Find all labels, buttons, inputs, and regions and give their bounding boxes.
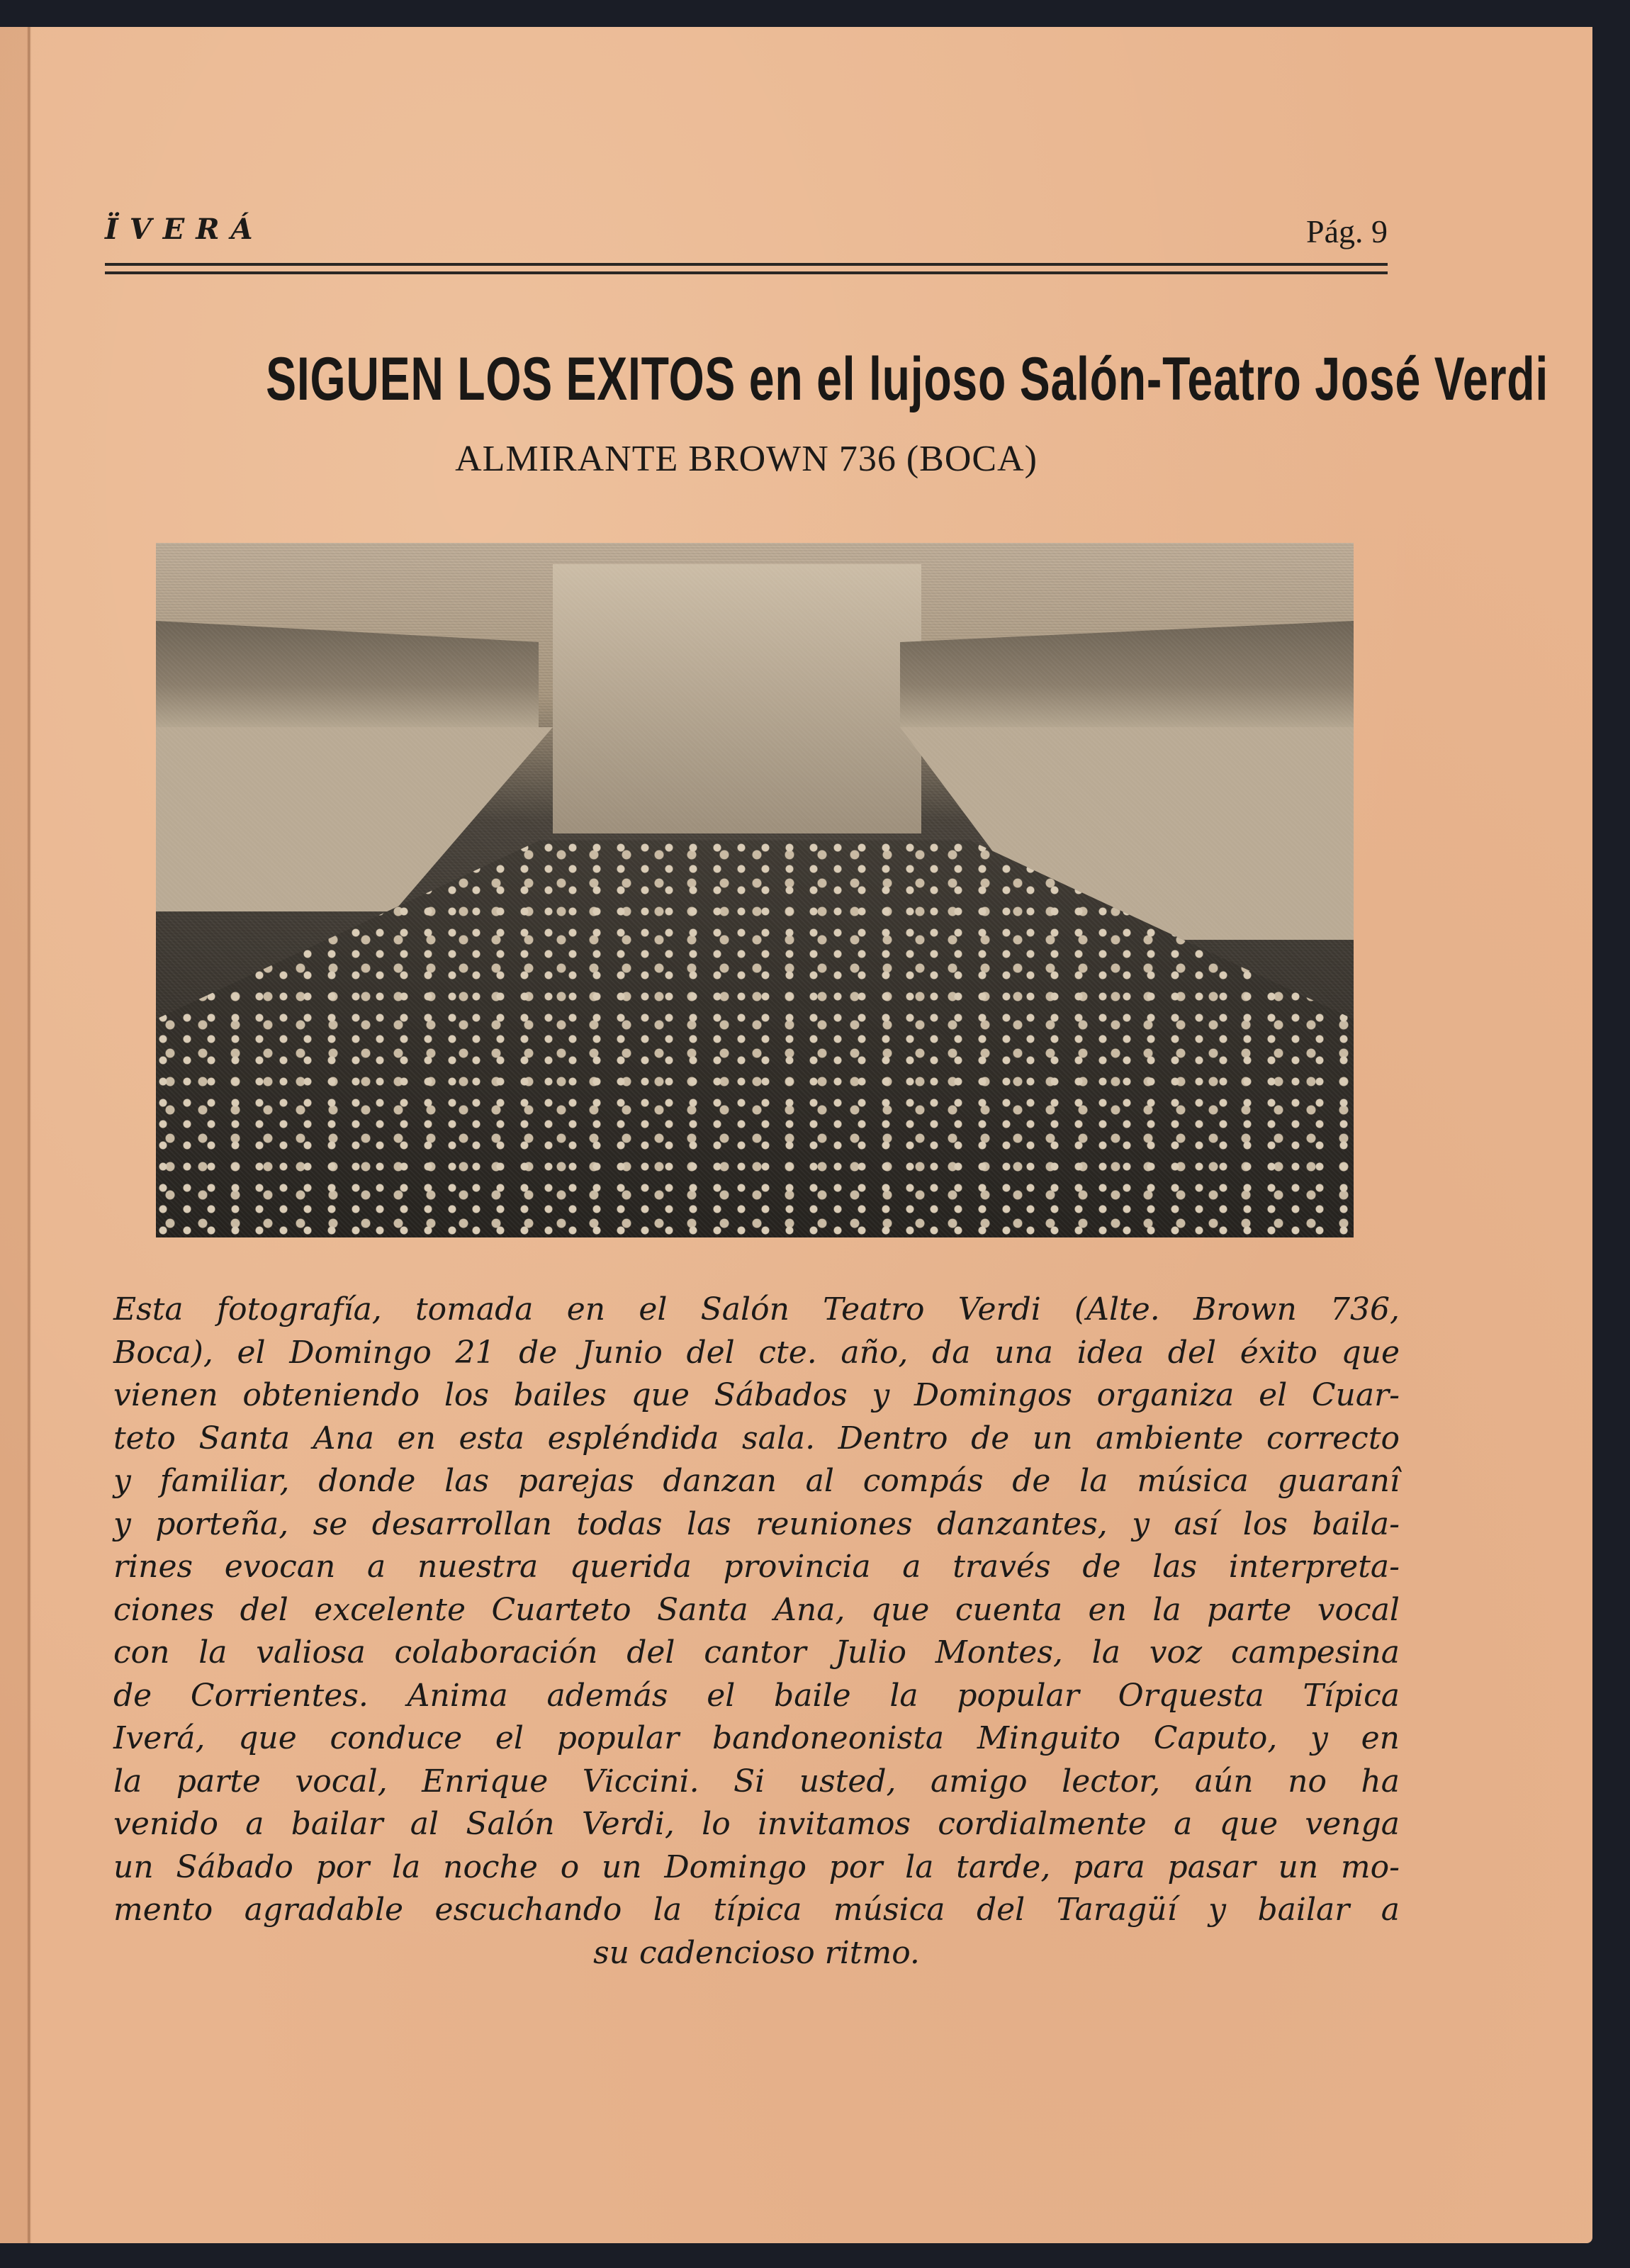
body-line: y porteña, se desarrollan todas las reuniones danzantes, y así los baila- <box>113 1505 1400 1542</box>
body-line: ciones del excelente Cuarteto Santa Ana, que cuenta en la parte vocal <box>113 1591 1400 1628</box>
body-line: un Sábado por la noche o un Domingo por la tarde, para pasar un mo- <box>113 1848 1400 1885</box>
magazine-page <box>0 27 1592 2243</box>
body-line: rines evocan a nuestra querida provincia a través de las interpreta- <box>113 1549 1400 1585</box>
body-line: vienen obteniendo los bailes que Sábados y Domingos organiza el Cuar- <box>113 1377 1400 1413</box>
body-line: Esta fotografía, tomada en el Salón Teatro Verdi (Alte. Brown 736, <box>113 1291 1400 1327</box>
body-line: con la valiosa colaboración del cantor Julio Montes, la voz campesina <box>113 1634 1400 1671</box>
body-line: Iverá, que conduce el popular bandoneonista Minguito Caputo, y en <box>113 1720 1400 1756</box>
body-line: y familiar, donde las parejas danzan al compás de la música guaranî <box>113 1463 1400 1499</box>
body-line: de Corrientes. Anima además el baile la popular Orquesta Típica <box>113 1677 1400 1714</box>
crowd-photo <box>156 543 1354 1237</box>
page-header <box>105 213 1388 255</box>
page-fold-line <box>27 27 31 2243</box>
article-body <box>113 1289 1400 1975</box>
article-address: ALMIRANTE BROWN 736 (BOCA) <box>455 439 1038 479</box>
body-line: mento agradable escuchando la típica música del Taragüí y bailar a <box>113 1892 1400 1928</box>
header-rule-top <box>105 263 1388 266</box>
page-edge-strip <box>0 27 28 2243</box>
body-line: Boca), el Domingo 21 de Junio del cte. año, da una idea del éxito que <box>113 1334 1400 1371</box>
magazine-name: ÏVERÁ <box>105 213 264 246</box>
body-line: teto Santa Ana en esta espléndida sala. Dentro de un ambiente correcto <box>113 1420 1400 1456</box>
header-rule-bottom <box>105 271 1388 274</box>
body-line: su cadencioso ritmo. <box>593 1934 920 1971</box>
body-line: la parte vocal, Enrique Viccini. Si usted, amigo lector, aún no ha <box>113 1763 1400 1800</box>
article-headline: SIGUEN LOS EXITOS en el lujoso Salón-Teatro José Verdi <box>266 345 1549 413</box>
body-line: venido a bailar al Salón Verdi, lo invitamos cordialmente a que venga <box>113 1806 1400 1842</box>
page-number: Pág. 9 <box>1306 213 1388 249</box>
photo-halftone <box>156 543 1354 1237</box>
